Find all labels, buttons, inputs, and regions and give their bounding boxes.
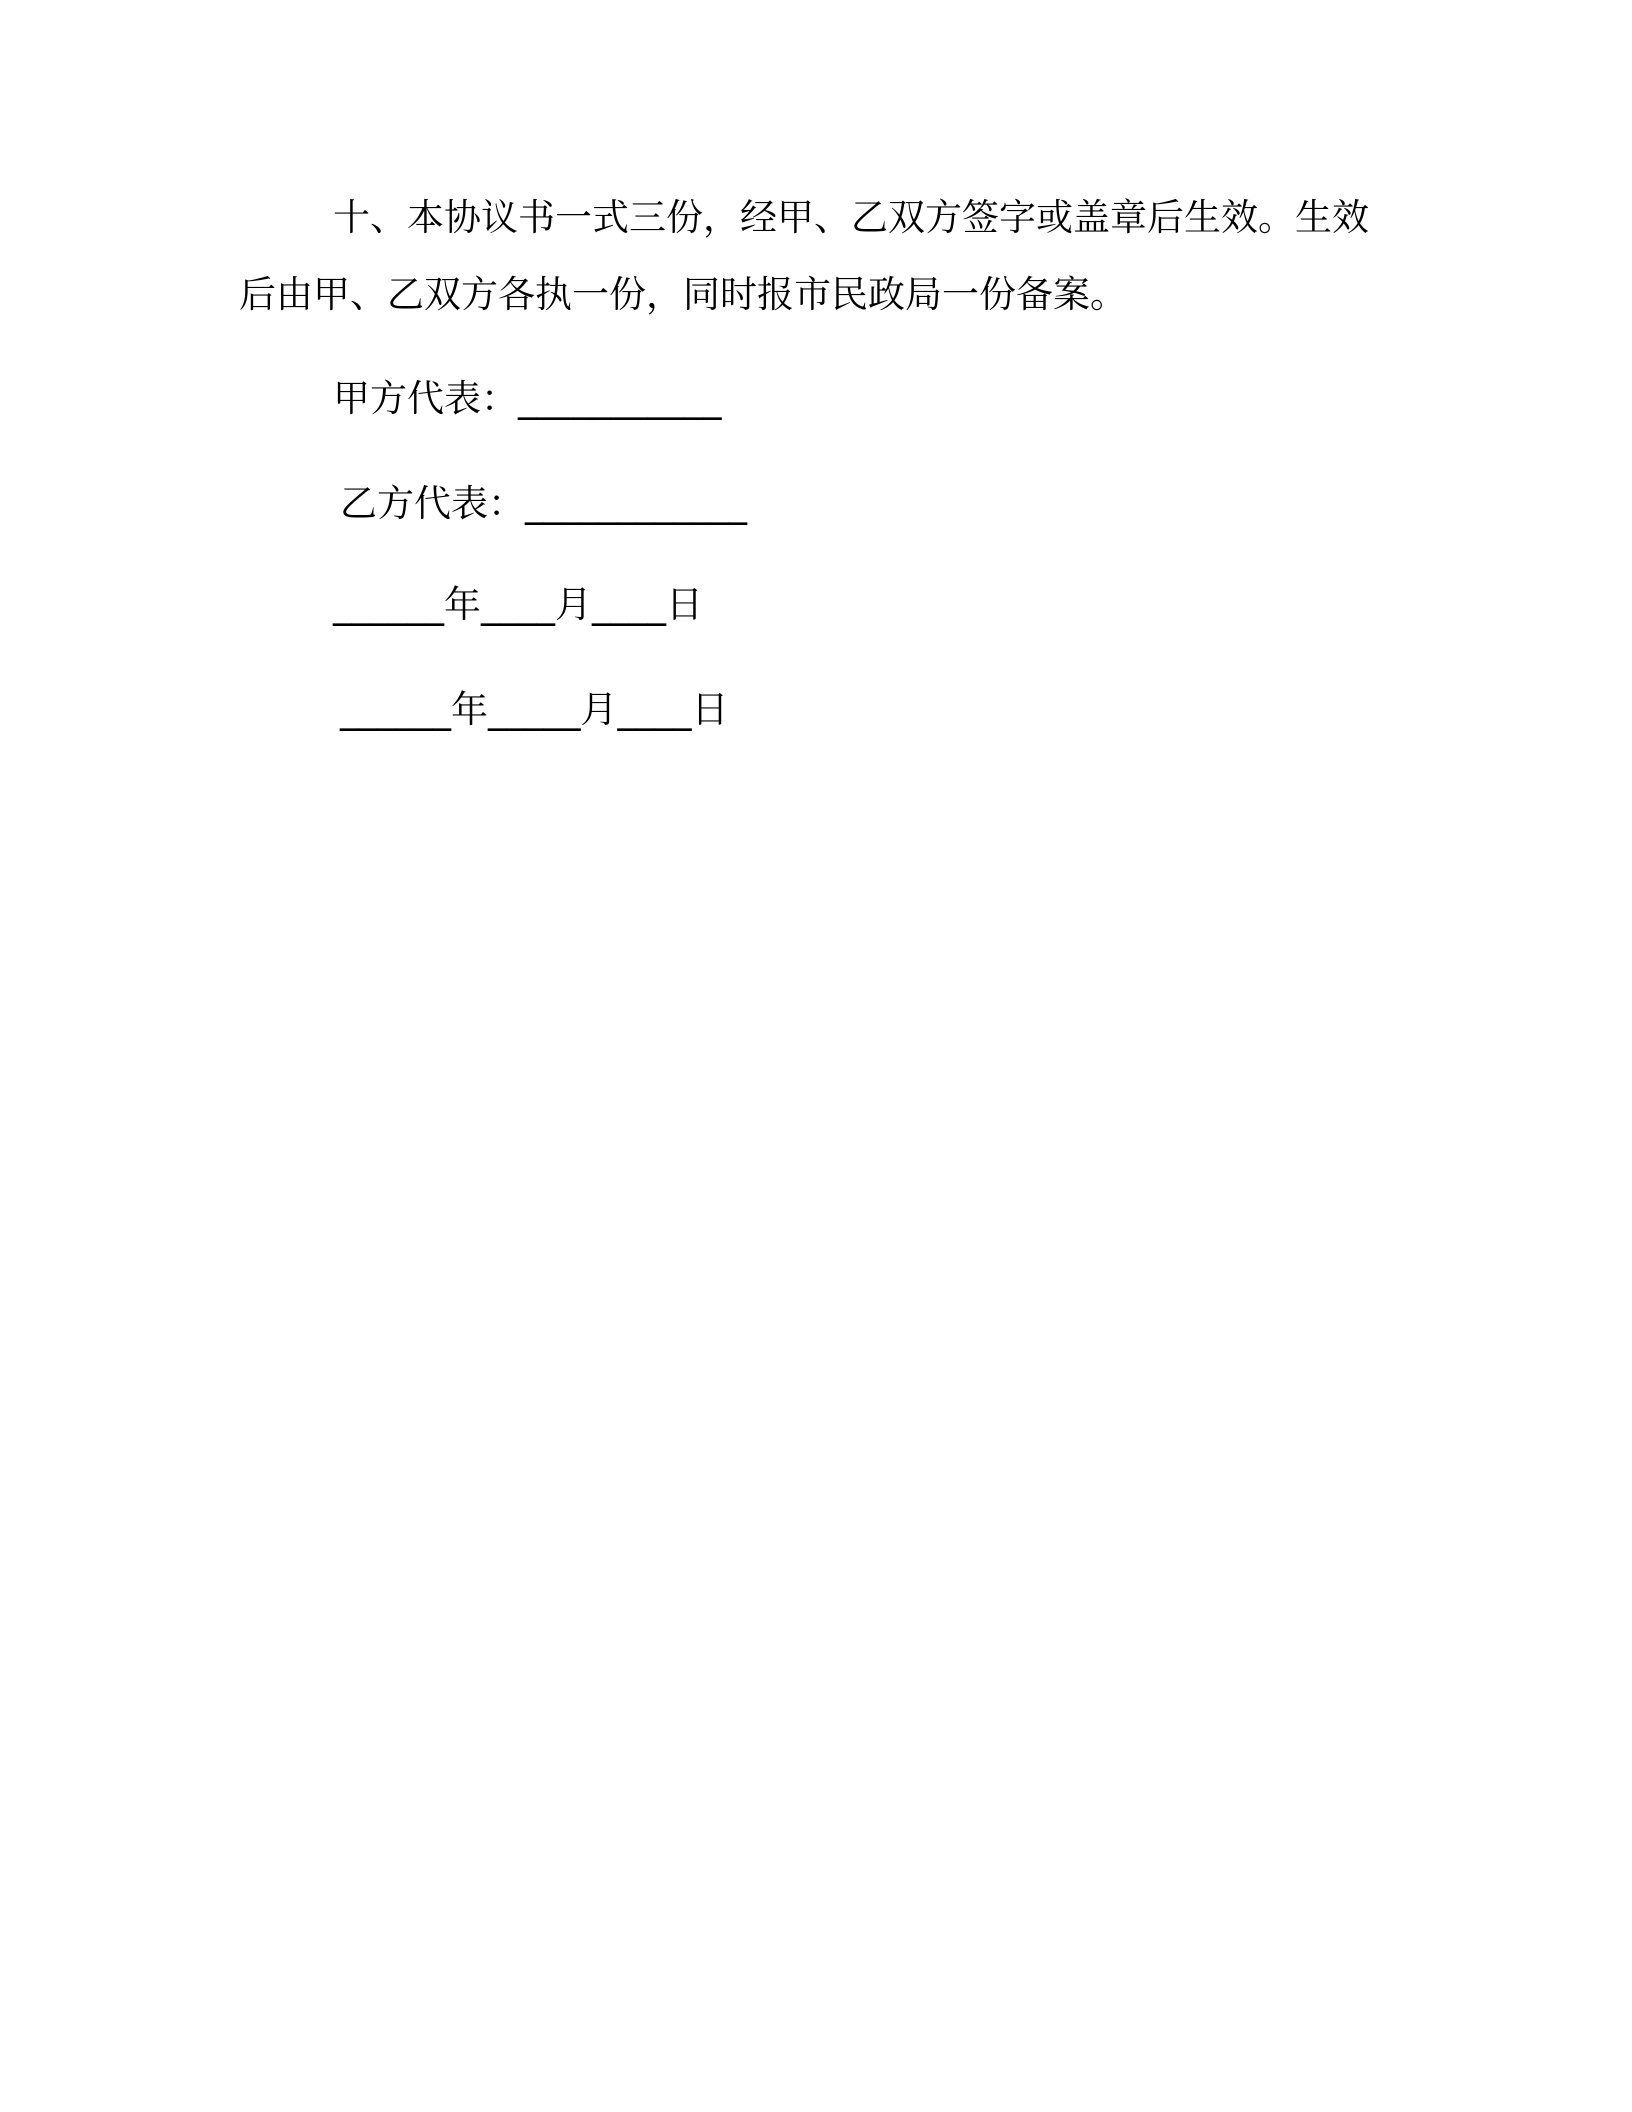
party-a-representative-field: 甲方代表：___________	[333, 377, 722, 420]
party-b-representative-field: 乙方代表：____________	[340, 482, 747, 525]
party-b-date-field: ______年_____月____日	[340, 688, 729, 731]
party-a-date-field: ______年____月____日	[333, 583, 703, 626]
clause-ten-line-1: 十、本协议书一式三份，经甲、乙双方签字或盖章后生效。生效	[333, 196, 1369, 239]
clause-ten-line-2: 后由甲、乙双方各执一份，同时报市民政局一份备案。	[239, 273, 1127, 316]
